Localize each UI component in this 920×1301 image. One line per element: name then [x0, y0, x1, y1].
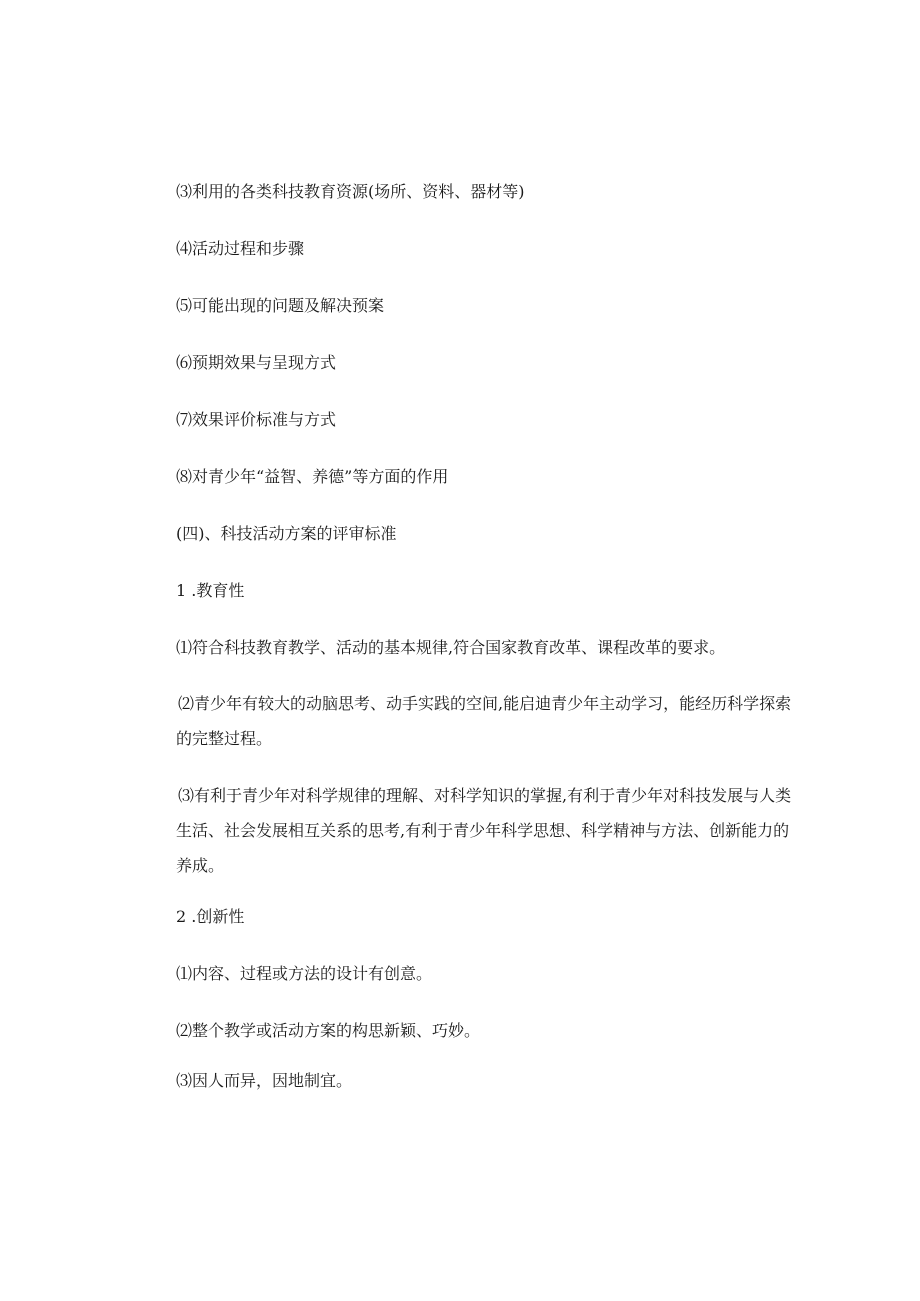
list-item: ⑹预期效果与呈现方式: [176, 353, 337, 372]
list-item: ⑺效果评价标准与方式: [176, 410, 337, 429]
section-heading: (四)、科技活动方案的评审标准: [176, 524, 397, 543]
criteria-item: ⑵整个教学或活动方案的构思新颖、巧妙。: [176, 1021, 481, 1040]
criteria-item: ⑵青少年有较大的动脑思考、动手实践的空间,能启迪青少年主动学习，能经历科学探索的完整过程。: [176, 694, 792, 748]
criteria-heading-innovation: 2 .创新性: [176, 907, 245, 926]
list-item: ⑷活动过程和步骤: [176, 239, 305, 258]
list-item: ⑶利用的各类科技教育资源(场所、资料、器材等): [176, 182, 525, 201]
criteria-item: ⑶因人而异，因地制宜。: [176, 1071, 353, 1090]
criteria-heading-education: 1 .教育性: [176, 581, 245, 600]
list-item: ⑸可能出现的问题及解决预案: [176, 296, 385, 315]
list-item: ⑻对青少年“益智、养德”等方面的作用: [176, 467, 449, 486]
criteria-item: ⑴符合科技教育教学、活动的基本规律,符合国家教育改革、课程改革的要求。: [176, 638, 726, 657]
criteria-item: ⑴内容、过程或方法的设计有创意。: [176, 964, 433, 983]
criteria-item: ⑶有利于青少年对科学规律的理解、对科学知识的掌握,有利于青少年对科技发展与人类生活、社会发展相互关系的思考,有利于青少年科学思想、科学精神与方法、创新能力的养成。: [176, 786, 792, 875]
